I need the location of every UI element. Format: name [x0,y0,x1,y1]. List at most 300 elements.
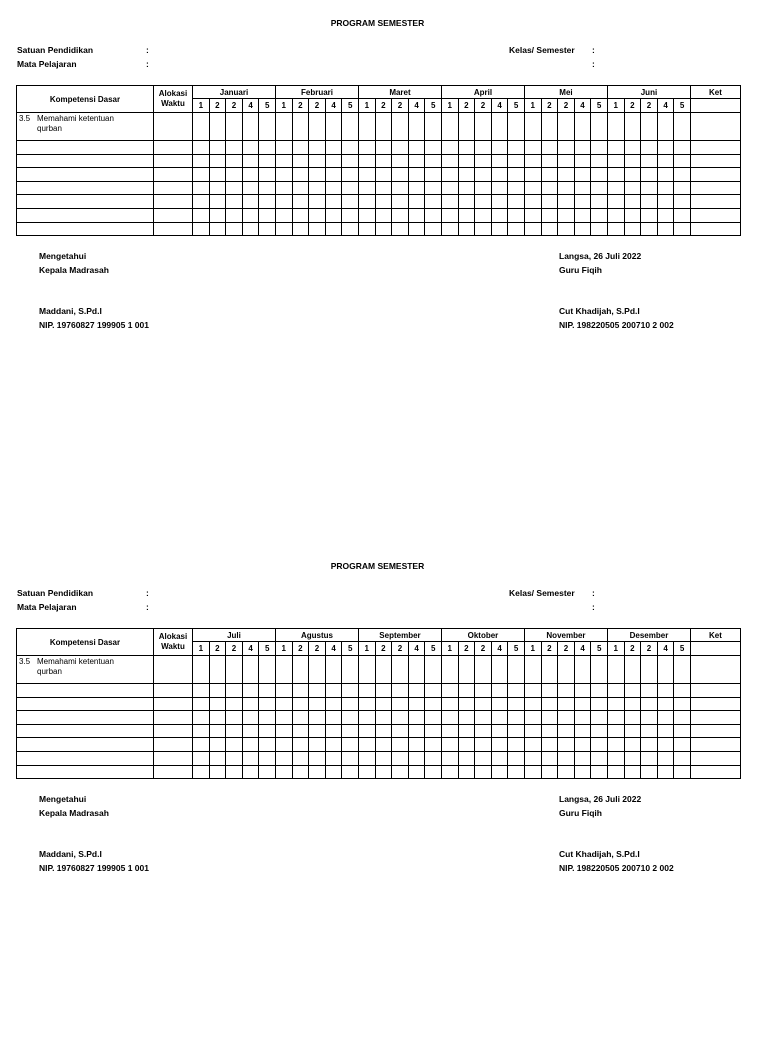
empty-cell [209,181,226,195]
empty-cell [275,181,292,195]
page-title: PROGRAM SEMESTER [330,561,425,571]
empty-cell [441,222,458,236]
empty-cell [541,751,558,765]
month-header: April [441,86,524,99]
empty-cell [541,222,558,236]
empty-cell [690,195,740,209]
empty-cell [309,751,326,765]
empty-cell [508,751,525,765]
month-header: November [524,629,607,642]
empty-cell [558,154,575,168]
empty-cell [574,724,591,738]
empty-cell [541,181,558,195]
empty-cell [375,751,392,765]
empty-cell [591,711,608,725]
empty-cell [259,684,276,698]
empty-cell [408,684,425,698]
empty-cell [425,222,442,236]
week-cell [425,656,442,684]
week-number: 5 [591,642,608,656]
empty-cell [458,751,475,765]
empty-cell [193,195,210,209]
week-number: 5 [674,99,691,113]
empty-cell [475,738,492,752]
empty-cell [408,195,425,209]
empty-cell [508,684,525,698]
week-cell [193,113,210,141]
kd-number: 3.5 [19,114,31,123]
week-number: 5 [508,642,525,656]
empty-cell [408,168,425,182]
place-date: Langsa, 26 Juli 2022 [559,794,642,804]
empty-cell [226,168,243,182]
week-cell [624,113,641,141]
empty-cell [342,168,359,182]
week-number: 1 [441,99,458,113]
empty-cell [674,154,691,168]
week-cell [458,113,475,141]
week-number: 5 [342,99,359,113]
empty-cell [242,195,259,209]
empty-cell [674,195,691,209]
empty-cell [209,141,226,155]
empty-cell [209,684,226,698]
empty-cell [242,141,259,155]
empty-cell [425,208,442,222]
empty-cell [574,697,591,711]
empty-cell [259,168,276,182]
empty-cell [154,765,193,779]
empty-cell [154,208,193,222]
empty-cell [541,154,558,168]
week-cell [309,656,326,684]
week-cell [259,656,276,684]
mapel-colon: : [146,602,149,612]
week-cell [325,113,342,141]
kompetensi-dasar-header: Kompetensi Dasar [17,629,154,656]
empty-cell [425,697,442,711]
empty-cell [574,141,591,155]
empty-cell [458,195,475,209]
kelas-colon: : [592,45,595,55]
empty-cell [408,141,425,155]
empty-cell [508,195,525,209]
empty-cell [375,738,392,752]
empty-cell [674,724,691,738]
empty-cell [641,738,658,752]
empty-cell [574,181,591,195]
week-number: 2 [292,99,309,113]
empty-cell [591,168,608,182]
empty-cell [641,697,658,711]
empty-cell [491,765,508,779]
empty-cell [674,222,691,236]
empty-cell [607,724,624,738]
empty-cell [275,195,292,209]
empty-cell [657,181,674,195]
empty-cell [375,141,392,155]
empty-cell [275,738,292,752]
empty-cell [342,222,359,236]
empty-cell [17,765,154,779]
empty-cell [309,738,326,752]
week-cell [342,656,359,684]
empty-cell [508,738,525,752]
empty-cell [624,141,641,155]
week-number: 2 [475,642,492,656]
empty-cell [524,154,541,168]
week-number: 2 [558,642,575,656]
empty-cell [674,711,691,725]
empty-cell [392,711,409,725]
empty-cell [591,751,608,765]
empty-cell [624,765,641,779]
empty-cell [259,141,276,155]
empty-cell [325,208,342,222]
guru-label: Guru Fiqih [559,808,602,818]
empty-cell [690,738,740,752]
kd-text: Memahami ketentuan qurban [37,114,114,133]
empty-cell [690,697,740,711]
empty-cell [441,141,458,155]
empty-cell [591,697,608,711]
place-date: Langsa, 26 Juli 2022 [559,251,642,261]
empty-cell [259,222,276,236]
empty-cell [259,697,276,711]
empty-cell [591,738,608,752]
empty-cell [690,751,740,765]
empty-cell [242,738,259,752]
empty-cell [458,684,475,698]
empty-cell [607,168,624,182]
empty-cell [491,751,508,765]
empty-cell [558,168,575,182]
empty-cell [154,711,193,725]
empty-cell [591,724,608,738]
empty-cell [292,208,309,222]
empty-cell [574,684,591,698]
empty-cell [475,697,492,711]
empty-cell [154,724,193,738]
week-number: 5 [425,99,442,113]
mata-pelajaran-label: Mata Pelajaran [17,602,77,612]
empty-cell [475,684,492,698]
week-number: 1 [607,99,624,113]
week-cell [591,113,608,141]
empty-cell [624,751,641,765]
empty-cell [425,765,442,779]
kd-cell [17,113,154,141]
empty-cell [657,697,674,711]
week-number: 4 [325,642,342,656]
empty-cell [392,697,409,711]
week-number: 4 [242,99,259,113]
empty-cell [674,141,691,155]
week-cell [425,113,442,141]
empty-cell [325,724,342,738]
empty-cell [154,684,193,698]
empty-cell [475,208,492,222]
week-cell [392,113,409,141]
month-header: Februari [275,86,358,99]
empty-cell [408,724,425,738]
empty-cell [292,222,309,236]
empty-cell [491,222,508,236]
week-number: 2 [392,99,409,113]
empty-cell [558,738,575,752]
empty-cell [674,168,691,182]
empty-cell [292,724,309,738]
month-header: September [358,629,441,642]
empty-cell [242,711,259,725]
empty-cell [193,711,210,725]
week-number: 2 [641,642,658,656]
week-number: 2 [292,642,309,656]
empty-cell [309,208,326,222]
empty-cell [641,181,658,195]
empty-cell [591,684,608,698]
empty-cell [458,724,475,738]
satuan-pendidikan-label: Satuan Pendidikan [17,588,94,598]
empty-cell [641,141,658,155]
empty-cell [441,208,458,222]
month-header: Januari [193,86,276,99]
empty-cell [558,181,575,195]
week-cell [491,113,508,141]
empty-cell [154,141,193,155]
week-cell [674,656,691,684]
empty-cell [292,765,309,779]
week-number: 2 [558,99,575,113]
empty-cell [342,684,359,698]
empty-cell [641,195,658,209]
empty-cell [275,697,292,711]
kepala-nip: NIP. 19760827 199905 1 001 [39,863,149,873]
empty-cell [475,724,492,738]
empty-cell [359,208,376,222]
kepala-nip: NIP. 19760827 199905 1 001 [39,320,149,330]
empty-cell [508,222,525,236]
empty-cell [375,697,392,711]
empty-cell [242,724,259,738]
empty-cell [193,154,210,168]
week-cell [375,656,392,684]
empty-cell [508,154,525,168]
empty-cell [408,154,425,168]
week-cell [524,656,541,684]
empty-cell [226,181,243,195]
empty-cell [574,208,591,222]
mengetahui-label: Mengetahui [39,794,87,804]
empty-cell [524,181,541,195]
empty-cell [657,711,674,725]
empty-cell [441,195,458,209]
guru-nip: NIP. 198220505 200710 2 002 [559,320,674,330]
week-number: 1 [358,642,375,656]
empty-cell [441,751,458,765]
empty-cell [309,168,326,182]
month-header: Mei [524,86,607,99]
empty-cell [17,168,154,182]
empty-cell [292,168,309,182]
empty-cell [441,765,458,779]
empty-cell [475,222,492,236]
empty-cell [624,154,641,168]
empty-cell [458,222,475,236]
kd-cell [17,656,154,684]
empty-cell [475,181,492,195]
empty-cell [657,154,674,168]
week-cell [558,113,575,141]
guru-name: Cut Khadijah, S.Pd.I [559,306,640,316]
week-cell [674,113,691,141]
empty-cell [226,724,243,738]
week-cell [342,113,359,141]
week-cell [325,656,342,684]
month-header: Agustus [275,629,358,642]
empty-cell [325,765,342,779]
empty-cell [607,684,624,698]
empty-cell [154,195,193,209]
empty-cell [209,751,226,765]
empty-cell [425,181,442,195]
week-number: 4 [408,642,425,656]
week-number: 1 [524,99,541,113]
empty-cell [309,141,326,155]
empty-cell [441,711,458,725]
empty-cell [591,208,608,222]
empty-cell [193,751,210,765]
empty-cell [275,765,292,779]
week-cell [574,656,591,684]
empty-cell [591,222,608,236]
empty-cell [408,751,425,765]
empty-cell [441,168,458,182]
empty-cell [259,738,276,752]
week-cell [392,656,409,684]
empty-cell [574,168,591,182]
empty-cell [358,711,375,725]
empty-cell [17,697,154,711]
empty-cell [491,208,508,222]
empty-cell [425,195,442,209]
week-number: 4 [491,642,508,656]
empty-cell [674,765,691,779]
week-number: 4 [657,99,674,113]
empty-cell [226,751,243,765]
empty-cell [690,208,740,222]
page-title: PROGRAM SEMESTER [330,18,425,28]
empty-cell [558,711,575,725]
empty-cell [242,765,259,779]
empty-cell [259,751,276,765]
week-number: 2 [641,99,658,113]
empty-cell [154,222,193,236]
empty-cell [524,684,541,698]
empty-cell [17,684,154,698]
empty-cell [193,738,210,752]
week-cell [541,656,558,684]
empty-cell [309,724,326,738]
empty-cell [275,751,292,765]
empty-cell [375,684,392,698]
empty-cell [657,195,674,209]
empty-cell [475,154,492,168]
empty-cell [342,208,359,222]
empty-cell [624,181,641,195]
empty-cell [641,222,658,236]
week-number: 5 [259,99,276,113]
kepala-name: Maddani, S.Pd.I [39,849,102,859]
empty-cell [425,154,442,168]
empty-cell [242,751,259,765]
empty-cell [325,168,342,182]
empty-cell [574,751,591,765]
empty-cell [209,154,226,168]
ket-header: Ket [690,629,740,642]
empty-cell [193,684,210,698]
empty-cell [674,751,691,765]
week-number: 5 [259,642,276,656]
empty-cell [359,181,376,195]
schedule-table [16,85,741,236]
guru-label: Guru Fiqih [559,265,602,275]
week-cell [508,113,525,141]
empty-cell [458,738,475,752]
kelas-semester-label: Kelas/ Semester [509,588,575,598]
empty-cell [475,195,492,209]
empty-cell [441,697,458,711]
empty-cell [209,697,226,711]
empty-cell [574,154,591,168]
empty-cell [392,765,409,779]
ket-cell [690,113,740,141]
empty-cell [657,141,674,155]
empty-cell [392,751,409,765]
empty-cell [17,208,154,222]
empty-cell [508,697,525,711]
empty-cell [359,154,376,168]
week-cell [508,656,525,684]
empty-cell [325,751,342,765]
week-number: 4 [242,642,259,656]
kd-text: Memahami ketentuan qurban [37,657,114,676]
empty-cell [17,738,154,752]
week-cell [558,656,575,684]
satuan-pendidikan-label: Satuan Pendidikan [17,45,94,55]
empty-cell [375,168,392,182]
empty-cell [607,154,624,168]
empty-cell [17,141,154,155]
empty-cell [259,208,276,222]
empty-cell [524,141,541,155]
empty-cell [458,711,475,725]
empty-cell [607,751,624,765]
week-number: 1 [607,642,624,656]
empty-cell [17,154,154,168]
empty-cell [607,222,624,236]
empty-cell [624,208,641,222]
empty-cell [425,684,442,698]
empty-cell [641,765,658,779]
empty-cell [193,724,210,738]
week-cell [209,113,226,141]
week-cell [259,113,276,141]
empty-cell [674,697,691,711]
empty-cell [441,738,458,752]
empty-cell [475,168,492,182]
guru-name: Cut Khadijah, S.Pd.I [559,849,640,859]
